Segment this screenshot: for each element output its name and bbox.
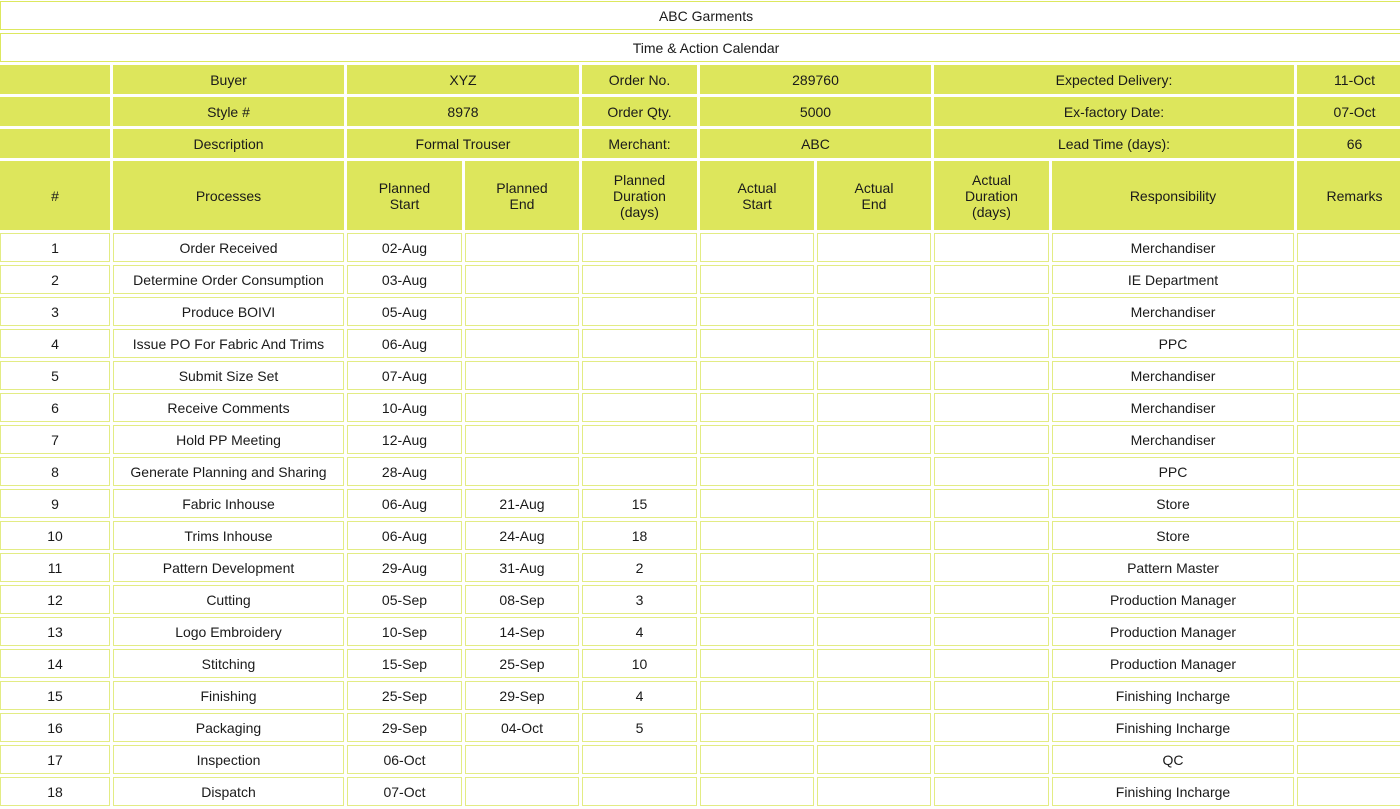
expected-delivery-label: Expected Delivery:: [934, 65, 1294, 94]
table-row: [0, 265, 1400, 294]
cell-responsibility[interactable]: Production Manager: [1052, 585, 1294, 614]
cell-remarks[interactable]: [1297, 681, 1400, 710]
cell-responsibility[interactable]: Production Manager: [1052, 649, 1294, 678]
cell-planned-end[interactable]: [465, 457, 579, 486]
cell-process[interactable]: Dispatch: [113, 777, 344, 806]
table-row: [0, 777, 1400, 806]
table-row: [0, 489, 1400, 518]
order-no-value[interactable]: 289760: [700, 65, 931, 94]
cell-actual-start[interactable]: [700, 233, 814, 262]
cell-actual-end[interactable]: [817, 489, 931, 518]
cell-actual-start[interactable]: [700, 393, 814, 422]
cell-actual-end[interactable]: [817, 777, 931, 806]
cell-no: 13: [0, 617, 110, 646]
cell-actual-end[interactable]: [817, 457, 931, 486]
cell-no: 12: [0, 585, 110, 614]
cell-responsibility[interactable]: Store: [1052, 489, 1294, 518]
cell-actual-end[interactable]: [817, 649, 931, 678]
cell-actual-duration[interactable]: [934, 617, 1049, 646]
cell-actual-duration[interactable]: [934, 713, 1049, 742]
cell-planned-start[interactable]: 06-Aug: [347, 521, 462, 550]
cell-actual-end[interactable]: [817, 553, 931, 582]
cell-process[interactable]: Receive Comments: [113, 393, 344, 422]
table-row: [0, 361, 1400, 390]
cell-actual-end[interactable]: [817, 425, 931, 454]
company-title: ABC Garments: [0, 1, 1400, 30]
cell-planned-end[interactable]: 25-Sep: [465, 649, 579, 678]
column-header-planned-end: Planned End: [465, 161, 579, 230]
cell-planned-duration[interactable]: 15: [582, 489, 697, 518]
cell-actual-end[interactable]: [817, 393, 931, 422]
cell-planned-duration[interactable]: [582, 457, 697, 486]
company-title-row: [0, 1, 1400, 30]
cell-actual-start[interactable]: [700, 681, 814, 710]
ex-factory-label: Ex-factory Date:: [934, 97, 1294, 126]
cell-remarks[interactable]: [1297, 553, 1400, 582]
cell-actual-end[interactable]: [817, 713, 931, 742]
cell-responsibility[interactable]: Finishing Incharge: [1052, 713, 1294, 742]
cell-planned-start[interactable]: 29-Aug: [347, 553, 462, 582]
column-header-row: [0, 161, 1400, 230]
table-row: [0, 713, 1400, 742]
cell-remarks[interactable]: [1297, 585, 1400, 614]
cell-no: 17: [0, 745, 110, 774]
cell-actual-start[interactable]: [700, 361, 814, 390]
style-value[interactable]: 8978: [347, 97, 579, 126]
cell-planned-end[interactable]: 21-Aug: [465, 489, 579, 518]
cell-remarks[interactable]: [1297, 713, 1400, 742]
table-row: [0, 329, 1400, 358]
cell-planned-duration[interactable]: 5: [582, 713, 697, 742]
cell-planned-start[interactable]: 07-Aug: [347, 361, 462, 390]
cell-actual-duration[interactable]: [934, 233, 1049, 262]
cell-process[interactable]: Determine Order Consumption: [113, 265, 344, 294]
cell-no: 15: [0, 681, 110, 710]
cell-planned-end[interactable]: 14-Sep: [465, 617, 579, 646]
buyer-label: Buyer: [113, 65, 344, 94]
cell-actual-duration[interactable]: [934, 265, 1049, 294]
cell-actual-end[interactable]: [817, 617, 931, 646]
cell-actual-end[interactable]: [817, 521, 931, 550]
cell-actual-end[interactable]: [817, 329, 931, 358]
cell-actual-duration[interactable]: [934, 489, 1049, 518]
cell-actual-end[interactable]: [817, 233, 931, 262]
cell-actual-start[interactable]: [700, 297, 814, 326]
cell-planned-start[interactable]: 05-Sep: [347, 585, 462, 614]
cell-planned-start[interactable]: 05-Aug: [347, 297, 462, 326]
cell-remarks[interactable]: [1297, 617, 1400, 646]
cell-planned-duration[interactable]: [582, 329, 697, 358]
merchant-value[interactable]: ABC: [700, 129, 931, 158]
cell-planned-duration[interactable]: [582, 265, 697, 294]
cell-responsibility[interactable]: Finishing Incharge: [1052, 777, 1294, 806]
cell-actual-end[interactable]: [817, 265, 931, 294]
cell-planned-duration[interactable]: 4: [582, 681, 697, 710]
cell-actual-start[interactable]: [700, 713, 814, 742]
cell-actual-end[interactable]: [817, 585, 931, 614]
cell-process[interactable]: Submit Size Set: [113, 361, 344, 390]
order-info-row-3: [0, 129, 1400, 158]
cell-no: 5: [0, 361, 110, 390]
cell-process[interactable]: Produce BOIVI: [113, 297, 344, 326]
cell-planned-duration[interactable]: 18: [582, 521, 697, 550]
cell-planned-end[interactable]: [465, 425, 579, 454]
cell-no: 8: [0, 457, 110, 486]
cell-planned-start[interactable]: 28-Aug: [347, 457, 462, 486]
cell-planned-duration[interactable]: [582, 393, 697, 422]
order-info-row-2: [0, 97, 1400, 126]
cell-process[interactable]: Generate Planning and Sharing: [113, 457, 344, 486]
cell-remarks[interactable]: [1297, 489, 1400, 518]
cell-responsibility[interactable]: QC: [1052, 745, 1294, 774]
cell-no: 4: [0, 329, 110, 358]
cell-planned-duration[interactable]: [582, 745, 697, 774]
cell-planned-start[interactable]: 06-Oct: [347, 745, 462, 774]
cell-no: 11: [0, 553, 110, 582]
cell-planned-start[interactable]: 12-Aug: [347, 425, 462, 454]
cell-no: 16: [0, 713, 110, 742]
table-row: [0, 457, 1400, 486]
cell-planned-duration[interactable]: [582, 297, 697, 326]
cell-remarks[interactable]: [1297, 297, 1400, 326]
cell-actual-duration[interactable]: [934, 553, 1049, 582]
cell-responsibility[interactable]: PPC: [1052, 329, 1294, 358]
cell-actual-duration[interactable]: [934, 777, 1049, 806]
cell-planned-end[interactable]: [465, 361, 579, 390]
column-header-actual-start: Actual Start: [700, 161, 814, 230]
cell-responsibility[interactable]: PPC: [1052, 457, 1294, 486]
cell-actual-duration[interactable]: [934, 457, 1049, 486]
cell-process[interactable]: Stitching: [113, 649, 344, 678]
cell-actual-start[interactable]: [700, 265, 814, 294]
table-row: [0, 745, 1400, 774]
cell-process[interactable]: Order Received: [113, 233, 344, 262]
cell-process[interactable]: Issue PO For Fabric And Trims: [113, 329, 344, 358]
order-info-spacer: [0, 129, 110, 158]
cell-no: 3: [0, 297, 110, 326]
cell-actual-start[interactable]: [700, 617, 814, 646]
cell-planned-end[interactable]: 31-Aug: [465, 553, 579, 582]
cell-remarks[interactable]: [1297, 329, 1400, 358]
cell-process[interactable]: Hold PP Meeting: [113, 425, 344, 454]
cell-responsibility[interactable]: Pattern Master: [1052, 553, 1294, 582]
table-row: [0, 585, 1400, 614]
cell-remarks[interactable]: [1297, 745, 1400, 774]
lead-time-value[interactable]: 66: [1297, 129, 1400, 158]
cell-process[interactable]: Cutting: [113, 585, 344, 614]
cell-planned-start[interactable]: 25-Sep: [347, 681, 462, 710]
cell-process[interactable]: Logo Embroidery: [113, 617, 344, 646]
description-value[interactable]: Formal Trouser: [347, 129, 579, 158]
order-qty-label: Order Qty.: [582, 97, 697, 126]
cell-actual-end[interactable]: [817, 361, 931, 390]
cell-remarks[interactable]: [1297, 649, 1400, 678]
cell-actual-duration[interactable]: [934, 585, 1049, 614]
cell-planned-end[interactable]: [465, 777, 579, 806]
cell-planned-start[interactable]: 15-Sep: [347, 649, 462, 678]
cell-remarks[interactable]: [1297, 265, 1400, 294]
cell-remarks[interactable]: [1297, 361, 1400, 390]
buyer-value[interactable]: XYZ: [347, 65, 579, 94]
cell-planned-duration[interactable]: 4: [582, 617, 697, 646]
table-row: [0, 553, 1400, 582]
cell-planned-end[interactable]: [465, 233, 579, 262]
cell-planned-end[interactable]: [465, 297, 579, 326]
calendar-title: Time & Action Calendar: [0, 33, 1400, 62]
cell-planned-end[interactable]: 29-Sep: [465, 681, 579, 710]
table-row: [0, 681, 1400, 710]
column-header-remarks: Remarks: [1297, 161, 1400, 230]
cell-planned-end[interactable]: 08-Sep: [465, 585, 579, 614]
cell-remarks[interactable]: [1297, 425, 1400, 454]
cell-responsibility[interactable]: IE Department: [1052, 265, 1294, 294]
cell-planned-duration[interactable]: 3: [582, 585, 697, 614]
cell-no: 9: [0, 489, 110, 518]
cell-responsibility[interactable]: Merchandiser: [1052, 297, 1294, 326]
cell-no: 6: [0, 393, 110, 422]
cell-responsibility[interactable]: Merchandiser: [1052, 425, 1294, 454]
cell-actual-start[interactable]: [700, 425, 814, 454]
task-rows: [0, 233, 1400, 806]
cell-remarks[interactable]: [1297, 457, 1400, 486]
cell-actual-duration[interactable]: [934, 297, 1049, 326]
cell-actual-start[interactable]: [700, 489, 814, 518]
cell-planned-end[interactable]: 24-Aug: [465, 521, 579, 550]
column-header-actual-duration: Actual Duration (days): [934, 161, 1049, 230]
cell-process[interactable]: Pattern Development: [113, 553, 344, 582]
cell-planned-start[interactable]: 02-Aug: [347, 233, 462, 262]
column-header-planned-start: Planned Start: [347, 161, 462, 230]
cell-actual-start[interactable]: [700, 649, 814, 678]
calendar-title-row: [0, 33, 1400, 62]
cell-planned-duration[interactable]: 2: [582, 553, 697, 582]
lead-time-label: Lead Time (days):: [934, 129, 1294, 158]
cell-responsibility[interactable]: Merchandiser: [1052, 233, 1294, 262]
cell-planned-start[interactable]: 10-Aug: [347, 393, 462, 422]
cell-process[interactable]: Finishing: [113, 681, 344, 710]
cell-planned-start[interactable]: 07-Oct: [347, 777, 462, 806]
cell-planned-end[interactable]: 04-Oct: [465, 713, 579, 742]
cell-planned-duration[interactable]: [582, 233, 697, 262]
order-info-spacer: [0, 65, 110, 94]
cell-no: 10: [0, 521, 110, 550]
column-header-planned-duration: Planned Duration (days): [582, 161, 697, 230]
cell-remarks[interactable]: [1297, 521, 1400, 550]
order-info-row-1: [0, 65, 1400, 94]
order-qty-value[interactable]: 5000: [700, 97, 931, 126]
cell-actual-duration[interactable]: [934, 361, 1049, 390]
cell-responsibility[interactable]: Production Manager: [1052, 617, 1294, 646]
cell-no: 2: [0, 265, 110, 294]
cell-actual-start[interactable]: [700, 585, 814, 614]
cell-responsibility[interactable]: Merchandiser: [1052, 393, 1294, 422]
cell-planned-end[interactable]: [465, 329, 579, 358]
cell-no: 7: [0, 425, 110, 454]
column-header-process: Processes: [113, 161, 344, 230]
cell-responsibility[interactable]: Finishing Incharge: [1052, 681, 1294, 710]
cell-actual-start[interactable]: [700, 777, 814, 806]
cell-planned-duration[interactable]: 10: [582, 649, 697, 678]
cell-no: 18: [0, 777, 110, 806]
table-row: [0, 393, 1400, 422]
table-row: [0, 233, 1400, 262]
table-row: [0, 297, 1400, 326]
cell-process[interactable]: Trims Inhouse: [113, 521, 344, 550]
cell-planned-start[interactable]: 10-Sep: [347, 617, 462, 646]
cell-actual-end[interactable]: [817, 745, 931, 774]
cell-actual-start[interactable]: [700, 521, 814, 550]
cell-actual-start[interactable]: [700, 329, 814, 358]
cell-process[interactable]: Packaging: [113, 713, 344, 742]
cell-actual-duration[interactable]: [934, 649, 1049, 678]
cell-remarks[interactable]: [1297, 233, 1400, 262]
cell-actual-duration[interactable]: [934, 681, 1049, 710]
cell-planned-end[interactable]: [465, 393, 579, 422]
table-row: [0, 425, 1400, 454]
ex-factory-value[interactable]: 07-Oct: [1297, 97, 1400, 126]
order-info-spacer: [0, 97, 110, 126]
table-row: [0, 521, 1400, 550]
cell-responsibility[interactable]: Store: [1052, 521, 1294, 550]
cell-actual-start[interactable]: [700, 457, 814, 486]
cell-process[interactable]: Inspection: [113, 745, 344, 774]
cell-actual-duration[interactable]: [934, 329, 1049, 358]
expected-delivery-value[interactable]: 11-Oct: [1297, 65, 1400, 94]
cell-remarks[interactable]: [1297, 393, 1400, 422]
cell-no: 14: [0, 649, 110, 678]
cell-process[interactable]: Fabric Inhouse: [113, 489, 344, 518]
style-label: Style #: [113, 97, 344, 126]
cell-responsibility[interactable]: Merchandiser: [1052, 361, 1294, 390]
table-row: [0, 617, 1400, 646]
order-no-label: Order No.: [582, 65, 697, 94]
cell-actual-duration[interactable]: [934, 425, 1049, 454]
cell-planned-duration[interactable]: [582, 361, 697, 390]
column-header-responsibility: Responsibility: [1052, 161, 1294, 230]
cell-planned-duration[interactable]: [582, 777, 697, 806]
cell-planned-end[interactable]: [465, 745, 579, 774]
cell-actual-end[interactable]: [817, 681, 931, 710]
cell-remarks[interactable]: [1297, 777, 1400, 806]
merchant-label: Merchant:: [582, 129, 697, 158]
cell-actual-start[interactable]: [700, 553, 814, 582]
description-label: Description: [113, 129, 344, 158]
cell-planned-start[interactable]: 29-Sep: [347, 713, 462, 742]
cell-planned-duration[interactable]: [582, 425, 697, 454]
column-header-no: #: [0, 161, 110, 230]
cell-actual-end[interactable]: [817, 297, 931, 326]
cell-actual-duration[interactable]: [934, 521, 1049, 550]
cell-no: 1: [0, 233, 110, 262]
table-row: [0, 649, 1400, 678]
column-header-actual-end: Actual End: [817, 161, 931, 230]
cell-planned-start[interactable]: 06-Aug: [347, 489, 462, 518]
cell-planned-start[interactable]: 03-Aug: [347, 265, 462, 294]
cell-actual-duration[interactable]: [934, 745, 1049, 774]
cell-actual-start[interactable]: [700, 745, 814, 774]
cell-actual-duration[interactable]: [934, 393, 1049, 422]
cell-planned-end[interactable]: [465, 265, 579, 294]
cell-planned-start[interactable]: 06-Aug: [347, 329, 462, 358]
